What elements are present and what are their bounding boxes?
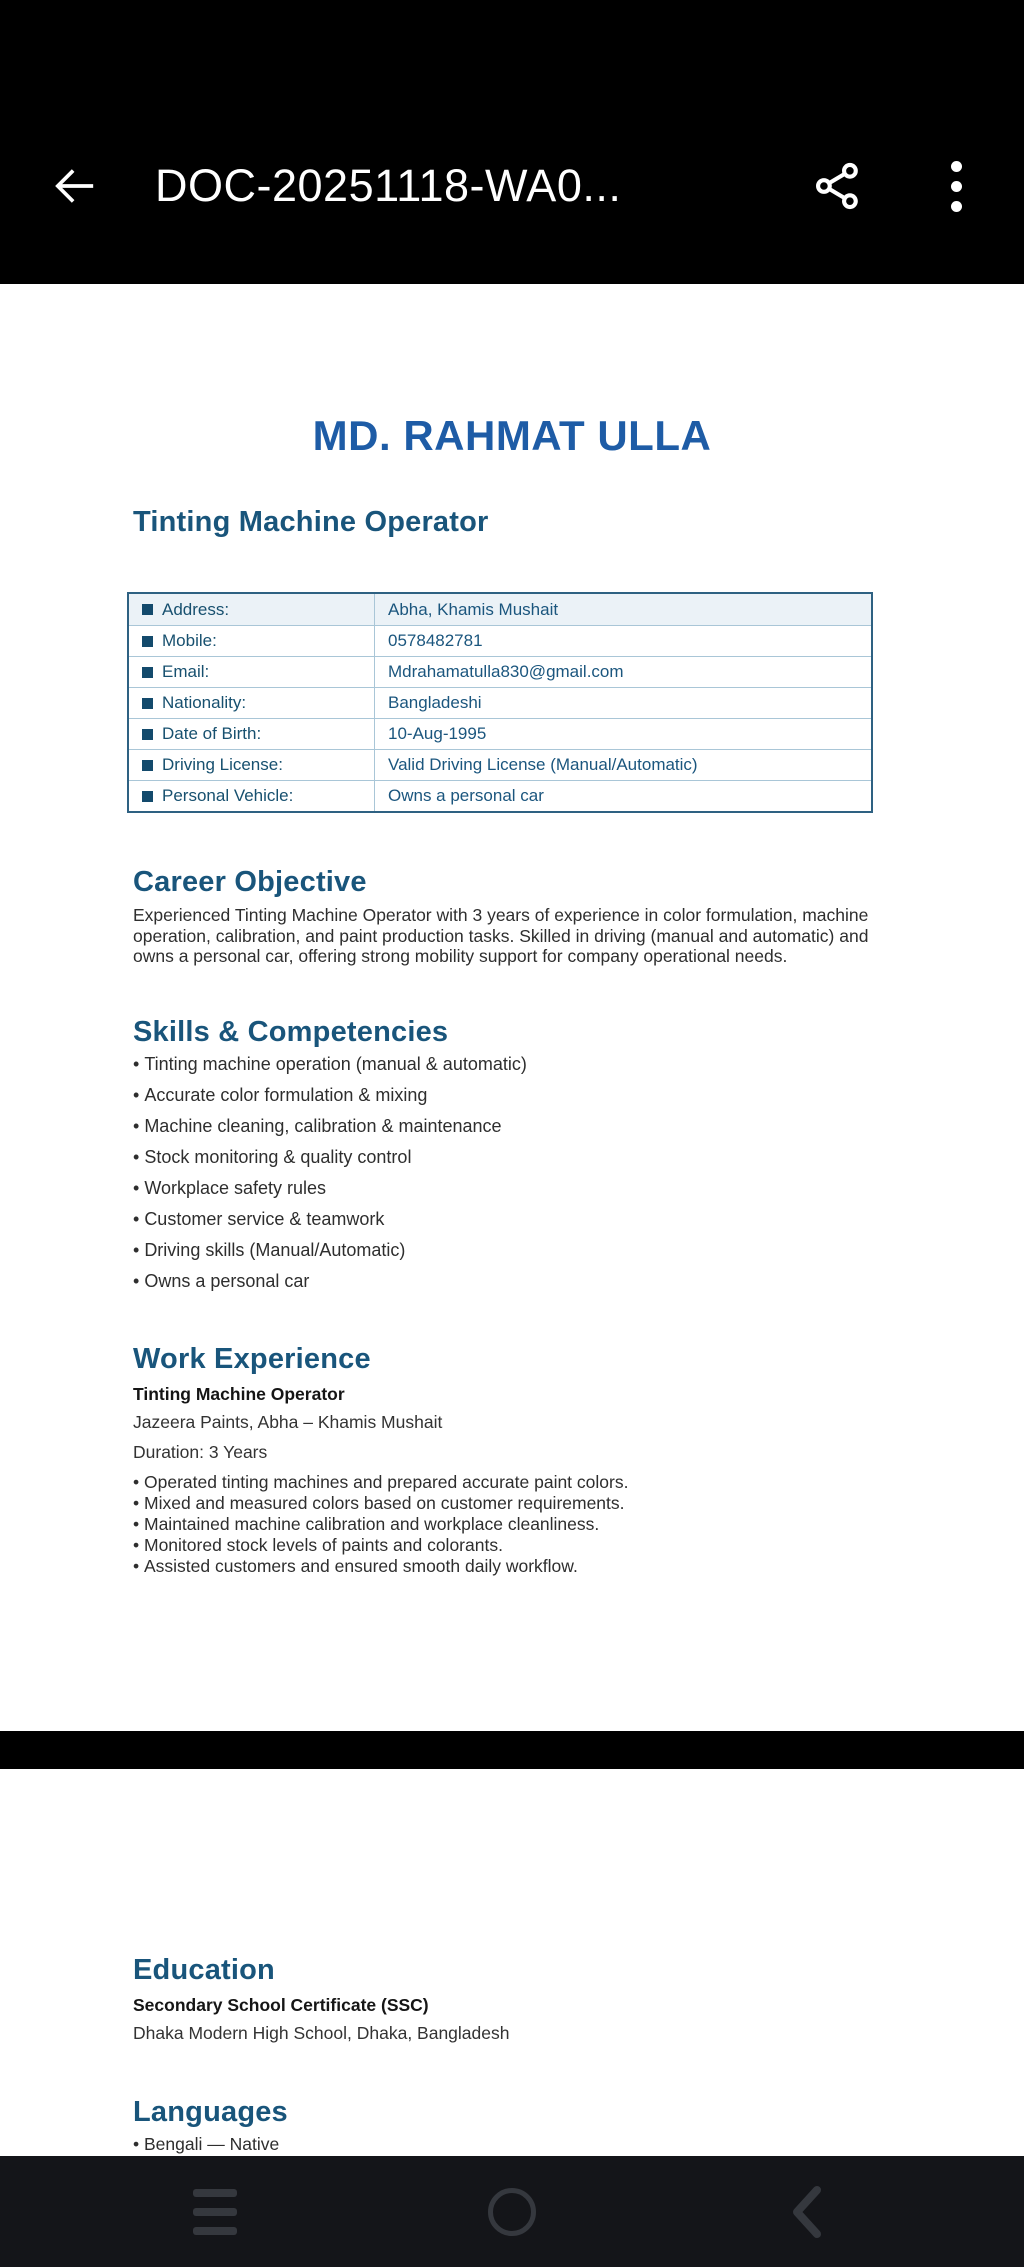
languages-heading: Languages — [133, 2096, 288, 2128]
duty-item: • Operated tinting machines and prepared accurate paint colors. — [133, 1472, 893, 1493]
duty-item: • Assisted customers and ensured smooth daily workflow. — [133, 1556, 893, 1577]
recents-bar-icon — [193, 2208, 237, 2216]
document-title: DOC-20251118-WA0... — [155, 160, 622, 211]
table-value: 0578482781 — [388, 631, 483, 650]
table-row — [129, 718, 871, 749]
language-item: • Bengali — Native — [133, 2135, 279, 2154]
career-objective-text: Experienced Tinting Machine Operator with 3 years of experience in color formulation, machine operation, calibration, and paint production tasks. Skilled in driving (manual and automatic) and owns a personal car, offering strong mobility support for company operational needs. — [133, 905, 869, 966]
skill-item: • Workplace safety rules — [133, 1179, 833, 1198]
back-button[interactable] — [44, 156, 104, 216]
recents-button[interactable] — [193, 2189, 237, 2235]
table-label — [129, 657, 375, 687]
skill-item: • Tinting machine operation (manual & automatic) — [133, 1055, 833, 1074]
more-options-button[interactable] — [934, 155, 978, 217]
work-experience-heading: Work Experience — [133, 1343, 371, 1375]
document-page-2 — [0, 1769, 1024, 2156]
share-button[interactable] — [809, 155, 867, 217]
table-label-text: Personal Vehicle: — [162, 786, 294, 805]
skills-heading: Skills & Competencies — [133, 1016, 449, 1048]
table-row — [129, 594, 871, 625]
table-label — [129, 750, 375, 780]
duty-item: • Monitored stock levels of paints and colorants. — [133, 1535, 893, 1556]
resume-job-title: Tinting Machine Operator — [133, 506, 489, 538]
square-bullet-icon — [142, 636, 153, 647]
table-row — [129, 687, 871, 718]
square-bullet-icon — [142, 667, 153, 678]
skill-item: • Machine cleaning, calibration & maintenance — [133, 1117, 833, 1136]
duty-item: • Mixed and measured colors based on customer requirements. — [133, 1493, 893, 1514]
career-objective-heading: Career Objective — [133, 866, 367, 898]
work-duties-list — [133, 1472, 893, 1577]
square-bullet-icon — [142, 791, 153, 802]
languages-list — [133, 2135, 279, 2154]
document-viewer[interactable] — [0, 284, 1024, 2156]
document-page-1 — [0, 284, 1024, 1731]
resume-name: MD. RAHMAT ULLA — [312, 412, 712, 459]
table-label-text: Nationality: — [162, 693, 247, 712]
work-role: Tinting Machine Operator — [133, 1384, 345, 1404]
app-bar-row — [0, 138, 1024, 234]
square-bullet-icon — [142, 604, 153, 615]
square-bullet-icon — [142, 698, 153, 709]
table-row — [129, 780, 871, 811]
arrow-left-icon — [48, 160, 100, 212]
table-label — [129, 781, 375, 811]
table-label — [129, 626, 375, 656]
education-degree: Secondary School Certificate (SSC) — [133, 1995, 429, 2015]
table-value: Valid Driving License (Manual/Automatic) — [388, 755, 698, 774]
recents-bar-icon — [193, 2189, 237, 2197]
table-label — [129, 719, 375, 749]
recents-bar-icon — [193, 2227, 237, 2235]
work-company: Jazeera Paints, Abha – Khamis Mushait — [133, 1412, 443, 1432]
share-icon — [812, 158, 864, 214]
table-row — [129, 625, 871, 656]
square-bullet-icon — [142, 760, 153, 771]
education-school: Dhaka Modern High School, Dhaka, Bangladesh — [133, 2023, 510, 2043]
table-value: Owns a personal car — [388, 786, 544, 805]
skill-item: • Accurate color formulation & mixing — [133, 1086, 833, 1105]
table-value: Abha, Khamis Mushait — [388, 599, 559, 619]
table-value: 10-Aug-1995 — [388, 724, 487, 743]
overflow-dot-icon — [951, 161, 962, 172]
skill-item: • Customer service & teamwork — [133, 1210, 833, 1229]
table-label-text: Address: — [162, 599, 230, 619]
square-bullet-icon — [142, 729, 153, 740]
home-button[interactable] — [488, 2188, 536, 2236]
table-row — [129, 749, 871, 780]
skills-list — [133, 1055, 833, 1303]
table-label-text: Email: — [162, 662, 210, 681]
system-nav-bar — [0, 2156, 1024, 2267]
skill-item: • Driving skills (Manual/Automatic) — [133, 1241, 833, 1260]
education-heading: Education — [133, 1954, 275, 1986]
table-value: Mdrahamatulla830@gmail.com — [388, 662, 624, 681]
page-separator — [0, 1731, 1024, 1769]
skill-item: • Stock monitoring & quality control — [133, 1148, 833, 1167]
app-bar — [0, 0, 1024, 284]
table-label-text: Date of Birth: — [162, 724, 262, 743]
table-label — [129, 594, 375, 625]
work-duration: Duration: 3 Years — [133, 1442, 268, 1462]
table-label-text: Mobile: — [162, 631, 217, 650]
overflow-dot-icon — [951, 181, 962, 192]
table-label-text: Driving License: — [162, 755, 283, 774]
skill-item: • Owns a personal car — [133, 1272, 833, 1291]
table-value: Bangladeshi — [388, 693, 482, 712]
contact-info-table — [127, 592, 873, 813]
chevron-left-icon — [789, 2184, 823, 2240]
table-label — [129, 688, 375, 718]
nav-back-button[interactable] — [788, 2184, 824, 2240]
table-row — [129, 656, 871, 687]
overflow-dot-icon — [951, 201, 962, 212]
duty-item: • Maintained machine calibration and workplace cleanliness. — [133, 1514, 893, 1535]
